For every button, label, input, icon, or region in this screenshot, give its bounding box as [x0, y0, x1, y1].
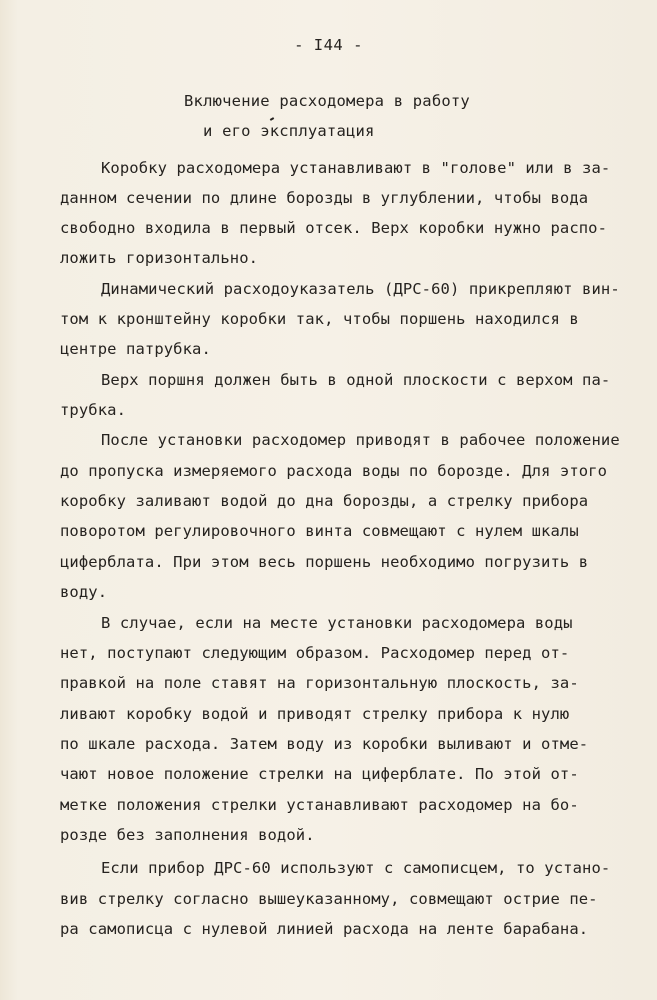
text-line: трубка.: [60, 401, 127, 419]
text-line: воду.: [60, 583, 108, 601]
text-line: свободно входила в первый отсек. Верх коробки нужно распо-: [60, 219, 608, 237]
section-heading-line-1: Включение расходомера в работу: [184, 92, 470, 110]
text-line: ра самописца с нулевой линией расхода на ленте барабана.: [60, 920, 589, 938]
section-heading-line-2: и его эксплуатация: [203, 122, 375, 140]
text-line: центре патрубка.: [60, 340, 211, 358]
text-line: том к кронштейну коробки так, чтобы поршень находился в: [60, 310, 579, 328]
text-line: розде без заполнения водой.: [60, 826, 315, 844]
text-line: поворотом регулировочного винта совмещают с нулем шкалы: [60, 522, 579, 540]
text-line: Верх поршня должен быть в одной плоскости с верхом па-: [101, 371, 611, 389]
text-line: После установки расходомер приводят в рабочее положение: [101, 431, 620, 449]
text-line: данном сечении по длине борозды в углублении, чтобы вода: [60, 189, 589, 207]
text-line: циферблата. При этом весь поршень необходимо погрузить в: [60, 553, 589, 571]
text-line: правкой на поле ставят на горизонтальную плоскость, за-: [60, 674, 579, 692]
page-number: - I44 -: [294, 36, 363, 54]
text-line: ливают коробку водой и приводят стрелку прибора к нулю: [60, 705, 570, 723]
text-line: Динамический расходоуказатель (ДРС-60) прикрепляют вин-: [101, 280, 620, 298]
text-line: коробку заливают водой до дна борозды, а стрелку прибора: [60, 492, 589, 510]
text-line: В случае, если на месте установки расходомера воды: [101, 614, 573, 632]
text-line: метке положения стрелки устанавливают расходомер на бо-: [60, 796, 579, 814]
text-line: Если прибор ДРС-60 используют с самописцем, то устано-: [101, 859, 611, 877]
text-line: нет, поступают следующим образом. Расходомер перед от-: [60, 644, 570, 662]
ink-mark: [270, 117, 274, 121]
text-line: до пропуска измеряемого расхода воды по борозде. Для этого: [60, 462, 608, 480]
text-line: ложить горизонтально.: [60, 249, 259, 267]
text-line: вив стрелку согласно вышеуказанному, совмещают острие пе-: [60, 890, 598, 908]
text-line: по шкале расхода. Затем воду из коробки выливают и отме-: [60, 735, 589, 753]
text-line: Коробку расходомера устанавливают в "голове" или в за-: [101, 159, 611, 177]
text-line: чают новое положение стрелки на циферблате. По этой от-: [60, 765, 579, 783]
